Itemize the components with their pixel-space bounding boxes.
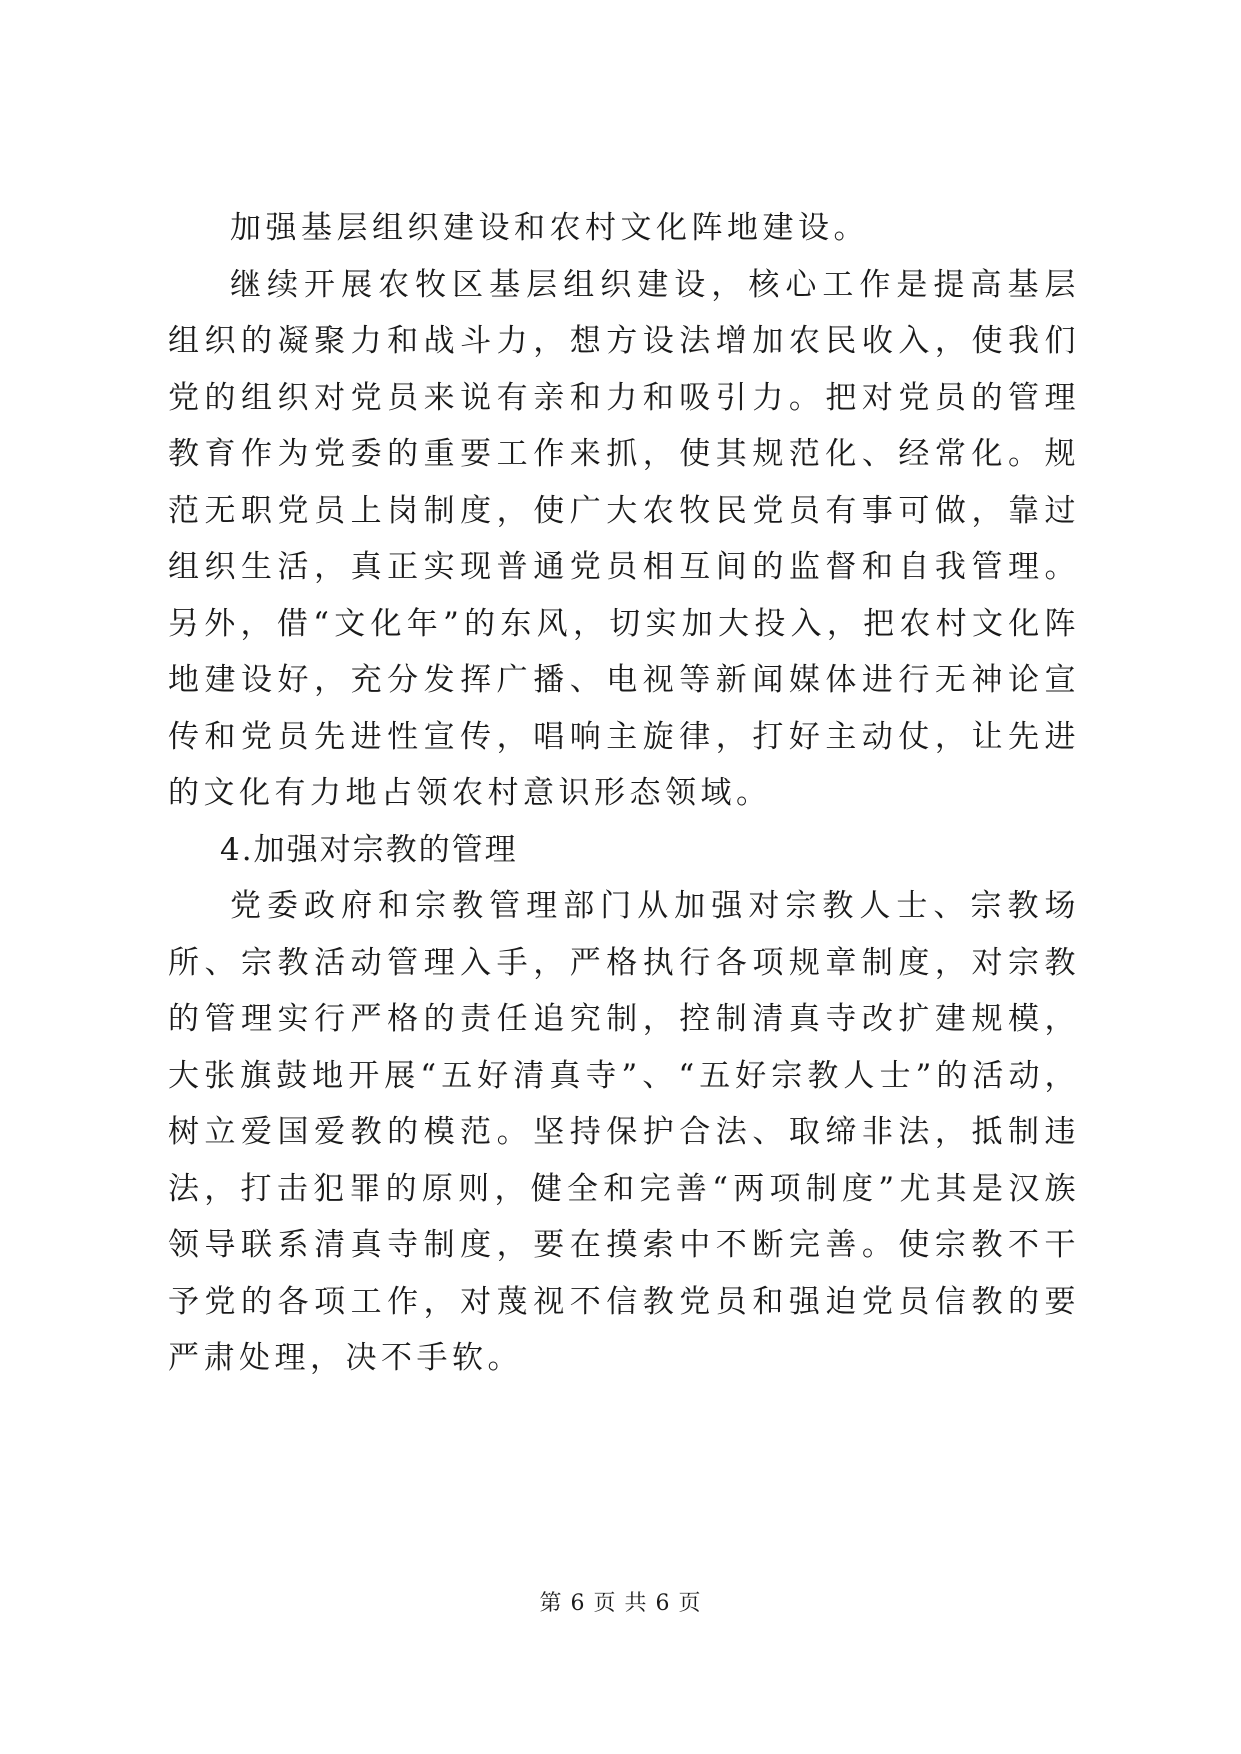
paragraph-grassroots-organization: 继续开展农牧区基层组织建设，核心工作是提高基层组织的凝聚力和战斗力，想方设法增加农民收入，使我们党的组织对党员来说有亲和力和吸引力。把对党员的管理教育作为党委的重要工作来抓，使其规范化、经常化。规范无职党员上岗制度，使广大农牧民党员有事可做，靠过组织生活，真正实现普通党员相互间的监督和自我管理。另外，借“文化年”的东风，切实加大投入，把农村文化阵地建设好，充分发挥广播、电视等新闻媒体进行无神论宣传和党员先进性宣传，唱响主旋律，打好主动仗，让先进的文化有力地占领农村意识形态领域。 — [168, 266, 1080, 811]
paragraph-religion-management: 党委政府和宗教管理部门从加强对宗教人士、宗教场所、宗教活动管理入手，严格执行各项规章制度，对宗教的管理实行严格的责任追究制，控制清真寺改扩建规模，大张旗鼓地开展“五好清真寺”、“五好宗教人士”的活动，树立爱国爱教的模范。坚持保护合法、取缔非法，抵制违法，打击犯罪的原则，健全和完善“两项制度”尤其是汉族领导联系清真寺制度，要在摸索中不断完善。使宗教不干予党的各项工作，对蔑视不信教党员和强迫党员信教的要严肃处理，决不手软。 — [168, 888, 1080, 1376]
page-footer: 第 6 页 共 6 页 — [539, 1591, 702, 1616]
paragraph-heading-culture: 加强基层组织建设和农村文化阵地建设。 — [230, 210, 869, 246]
document-body — [168, 200, 1080, 1387]
section-heading-religion-management: 4.加强对宗教的管理 — [220, 831, 518, 868]
